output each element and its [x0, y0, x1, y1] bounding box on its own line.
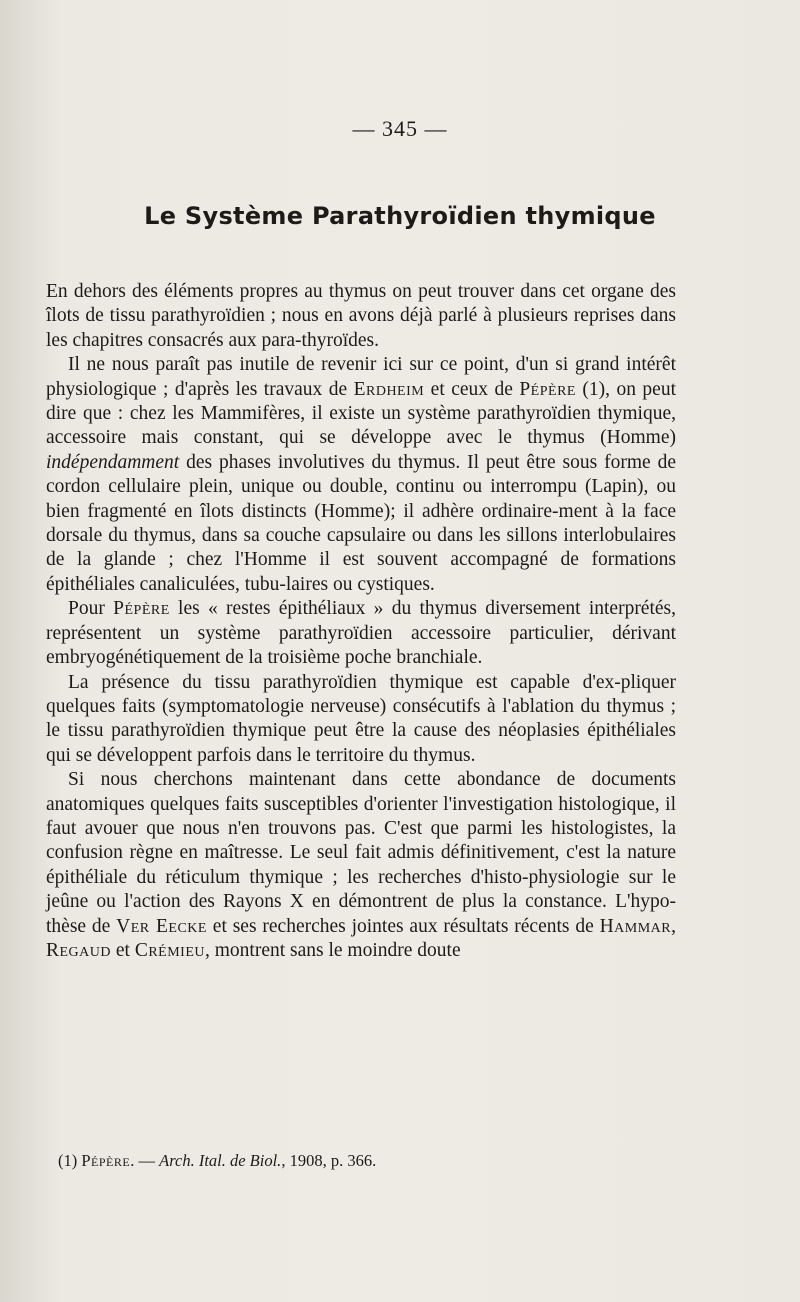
paragraph-2-text-d: des phases involutives du thymus. Il peut être sous forme de cordon cellulaire plein, unique ou double, continu ou interrompu (Lapin), ou bien fragmenté en îlots distincts (Homme); il adhère ordinaire-ment à la face dorsale du thymus, dans sa couche capsulaire ou dans les sillons interlobulaires de la glande ; chez l'Homme il est souvent accompagné de formations épithéliales canaliculées, tubu-laires ou cystiques.	[46, 451, 676, 595]
footnote-journal: Arch. Ital. de Biol.	[159, 1151, 282, 1170]
paragraph-2	[46, 353, 676, 597]
footnote-separator: . —	[130, 1151, 160, 1170]
footnote-author: Pépère	[81, 1151, 131, 1170]
footnote-reference: , 1908, p. 366.	[281, 1151, 377, 1170]
author-erdheim: Erdheim	[353, 378, 425, 400]
paragraph-3-text-a: Pour	[68, 598, 114, 620]
page-number: — 345 —	[352, 116, 448, 141]
chapter-title: Le Système Parathyroïdien thymique	[144, 202, 656, 230]
author-pepere: Pépère	[519, 378, 576, 400]
author-cremieu: Crémieu	[134, 939, 205, 961]
emphasis-independamment: indépendamment	[46, 451, 180, 473]
paragraph-4-text: La présence du tissu parathyroïdien thymique est capable d'ex-pliquer quelques faits (symptomatologie nerveuse) consécutifs à l'ablation du thymus ; le tissu parathyroïdien thymique peut être la cause des néoplasies épithéliales qui se développent parfois dans le territoire du thymus.	[46, 671, 676, 766]
paragraph-5-text-e: , montrent sans le moindre doute	[205, 939, 461, 961]
paragraph-1	[46, 280, 676, 353]
author-ver-eecke: Ver Eecke	[116, 915, 207, 937]
footnote-marker: (1)	[58, 1151, 82, 1170]
author-hammar: Hammar	[599, 915, 672, 937]
paragraph-2-text-b: et ceux de	[424, 378, 520, 400]
paragraph-2-text-a: Il ne nous paraît pas inutile de revenir ici sur ce point, d'un si grand intérêt physiologique ; d'après les travaux de	[46, 354, 676, 400]
paragraph-1-text: En dehors des éléments propres au thymus on peut trouver dans cet organe des îlots de tissu parathyroïdien ; nous en avons déjà parlé à plusieurs reprises dans les chapitres consacrés aux para-thyroïdes.	[46, 281, 676, 351]
body-text	[46, 280, 676, 963]
footnote	[58, 1150, 678, 1172]
paragraph-3	[46, 597, 676, 670]
paragraph-5	[46, 768, 676, 963]
paragraph-5-text-c: ,	[671, 915, 676, 937]
paragraph-5-text-b: et ses recherches jointes aux résultats récents de	[206, 915, 600, 937]
author-regaud: Regaud	[46, 939, 111, 961]
paragraph-5-text-a: Si nous cherchons maintenant dans cette abondance de documents anatomiques quelques faits susceptibles d'orienter l'investigation histologique, il faut avouer que nous n'en trouvons pas. C'est que parmi les histologistes, la confusion règne en maîtresse. Le seul fait admis définitivement, c'est la nature épithéliale du réticulum thymique ; les recherches d'histo-physiologie sur le jeûne ou l'action des Rayons X en démontrent de plus la constance. L'hypo-thèse de	[46, 769, 676, 937]
author-pepere-2: Pépère	[113, 598, 170, 620]
paragraph-3-text-b: les « restes épithéliaux » du thymus diversement interprétés, représentent un système parathyroïdien accessoire particulier, dérivant embryogénétiquement de la troisième poche branchiale.	[46, 598, 676, 669]
paragraph-5-text-d: et	[111, 939, 135, 961]
paragraph-4	[46, 671, 676, 769]
paragraph-2-text-c: (1), on peut dire que : chez les Mammifères, il existe un système parathyroïdien thymique, accessoire mais constant, qui se développe avec le thymus (Homme)	[46, 378, 676, 449]
